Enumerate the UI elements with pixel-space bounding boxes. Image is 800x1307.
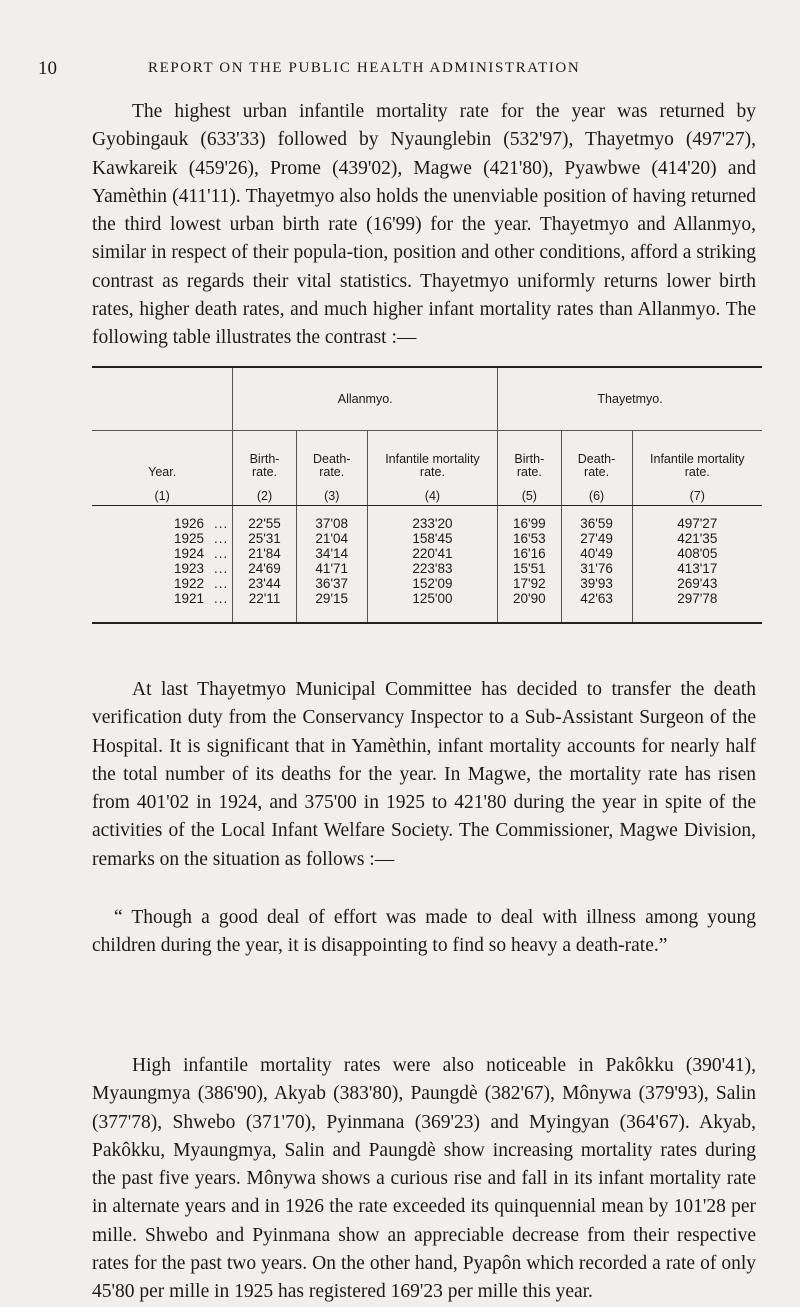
value-cell: 42'63 xyxy=(561,591,632,623)
value-cell: 23'44 xyxy=(233,576,296,591)
table-body xyxy=(92,506,762,624)
col-header-thayetmyo-death-rate: Death-rate. xyxy=(561,431,632,484)
year-value: 1926 xyxy=(174,516,205,531)
value-cell: 21'04 xyxy=(296,531,367,546)
year-cell xyxy=(92,576,233,591)
value-cell: 17'92 xyxy=(498,576,561,591)
value-cell: 31'76 xyxy=(561,561,632,576)
table-row xyxy=(92,561,762,576)
value-cell: 24'69 xyxy=(233,561,296,576)
leader-dots: ... xyxy=(214,591,229,606)
year-value: 1925 xyxy=(174,531,205,546)
col-number: (1) xyxy=(92,483,233,506)
table-row xyxy=(92,576,762,591)
year-group-header xyxy=(92,367,233,431)
value-cell: 25'31 xyxy=(233,531,296,546)
value-cell: 497'27 xyxy=(632,506,762,532)
value-cell: 125'00 xyxy=(367,591,497,623)
table-row xyxy=(92,591,762,623)
page-number: 10 xyxy=(38,58,57,79)
value-cell: 233'20 xyxy=(367,506,497,532)
quotation-commissioner: “ Though a good deal of effort was made to deal with illness among young children during the year, it is disappointing to find so heavy a death-rate.” xyxy=(92,907,756,957)
col-number: (7) xyxy=(632,483,762,506)
paragraph-high-mortality-towns: High infantile mortality rates were also noticeable in Pakôkku (390'41), Myaungmya (386'90), Akyab (383'80), Paungdè (382'67), Mônywa (379'93), Salin (377'78), Shwebo (371'70), Pyinmana (369'23) and Myingyan (364'67). Akyab, Pakôkku, Myaungmya, Salin and Paungdè show increasing mortality rates during the past five years. Mônywa shows a curious rise and fall in its infant mortality rate in alternate years and in 1926 the rate exceeded its quinquennial mean by 101'28 per mille. Shwebo and Pyinmana show an appreciable decrease from their respective rates for the past two years. On the other hand, Pyapôn which recorded a rate of only 45'80 per mille in 1925 has registered 169'23 per mille this year. xyxy=(92,1055,756,1303)
value-cell: 29'15 xyxy=(296,591,367,623)
value-cell: 41'71 xyxy=(296,561,367,576)
col-number: (5) xyxy=(498,483,561,506)
value-cell: 16'16 xyxy=(498,546,561,561)
value-cell: 21'84 xyxy=(233,546,296,561)
value-cell: 39'93 xyxy=(561,576,632,591)
value-cell: 16'53 xyxy=(498,531,561,546)
table-row xyxy=(92,546,762,561)
value-cell: 22'55 xyxy=(233,506,296,532)
col-header-allanmyo-death-rate: Death-rate. xyxy=(296,431,367,484)
value-cell: 15'51 xyxy=(498,561,561,576)
year-cell xyxy=(92,506,233,532)
leader-dots: ... xyxy=(214,576,229,591)
table-row xyxy=(92,506,762,532)
vital-statistics-table xyxy=(92,366,762,624)
year-value: 1922 xyxy=(174,576,205,591)
value-cell: 27'49 xyxy=(561,531,632,546)
table-row xyxy=(92,531,762,546)
value-cell: 158'45 xyxy=(367,531,497,546)
col-number: (2) xyxy=(233,483,296,506)
group-header-thayetmyo: Thayetmyo. xyxy=(498,367,762,431)
value-cell: 413'17 xyxy=(632,561,762,576)
value-cell: 34'14 xyxy=(296,546,367,561)
year-cell xyxy=(92,591,233,623)
value-cell: 22'11 xyxy=(233,591,296,623)
leader-dots: ... xyxy=(214,561,229,576)
value-cell: 20'90 xyxy=(498,591,561,623)
paragraph-death-verification: At last Thayetmyo Municipal Committee has decided to transfer the death verification duty from the Conservancy Inspector to a Sub-Assistant Surgeon of the Hospital. It is significant that in Yamèthin, infant mortality accounts for nearly half the total number of its deaths for the year. In Magwe, the mortality rate has risen from 401'02 in 1924, and 375'00 in 1925 to 421'80 during the year in spite of the activities of the Local Infant Welfare Society. The Commissioner, Magwe Division, remarks on the situation as follows :— xyxy=(92,679,756,870)
col-number: (4) xyxy=(367,483,497,506)
value-cell: 37'08 xyxy=(296,506,367,532)
group-header-allanmyo: Allanmyo. xyxy=(233,367,498,431)
col-number: (6) xyxy=(561,483,632,506)
value-cell: 152'09 xyxy=(367,576,497,591)
value-cell: 408'05 xyxy=(632,546,762,561)
col-header-thayetmyo-infantile-mortality: Infantile mortality rate. xyxy=(632,431,762,484)
leader-dots: ... xyxy=(214,516,229,531)
year-cell xyxy=(92,531,233,546)
col-header-allanmyo-infantile-mortality: Infantile mortality rate. xyxy=(367,431,497,484)
year-value: 1921 xyxy=(174,591,205,606)
col-header-thayetmyo-birth-rate: Birth-rate. xyxy=(498,431,561,484)
value-cell: 36'37 xyxy=(296,576,367,591)
value-cell: 297'78 xyxy=(632,591,762,623)
year-value: 1924 xyxy=(174,546,205,561)
running-title: REPORT ON THE PUBLIC HEALTH ADMINISTRATION xyxy=(148,60,581,76)
year-cell xyxy=(92,546,233,561)
value-cell: 269'43 xyxy=(632,576,762,591)
col-number: (3) xyxy=(296,483,367,506)
leader-dots: ... xyxy=(214,531,229,546)
value-cell: 40'49 xyxy=(561,546,632,561)
value-cell: 36'59 xyxy=(561,506,632,532)
value-cell: 220'41 xyxy=(367,546,497,561)
year-value: 1923 xyxy=(174,561,205,576)
paragraph-urban-infant-mortality: The highest urban infantile mortality rate for the year was returned by Gyobingauk (633'33) followed by Nyaunglebin (532'97), Thayetmyo (497'27), Kawkareik (459'26), Prome (439'02), Magwe (421'80), Pyawbwe (414'20) and Yamèthin (411'11). Thayetmyo also holds the unenviable position of having returned the third lowest urban birth rate (16'99) for the year. Thayetmyo and Allanmyo, similar in respect of their popula-tion, position and other conditions, afford a striking contrast as regards their vital statistics. Thayetmyo uniformly returns lower birth rates, higher death rates, and much higher infant mortality rates than Allanmyo. The following table illustrates the contrast :— xyxy=(92,101,756,349)
value-cell: 421'35 xyxy=(632,531,762,546)
col-header-allanmyo-birth-rate: Birth-rate. xyxy=(233,431,296,484)
leader-dots: ... xyxy=(214,546,229,561)
value-cell: 223'83 xyxy=(367,561,497,576)
value-cell: 16'99 xyxy=(498,506,561,532)
col-header-year: Year. xyxy=(148,465,177,479)
year-cell xyxy=(92,561,233,576)
